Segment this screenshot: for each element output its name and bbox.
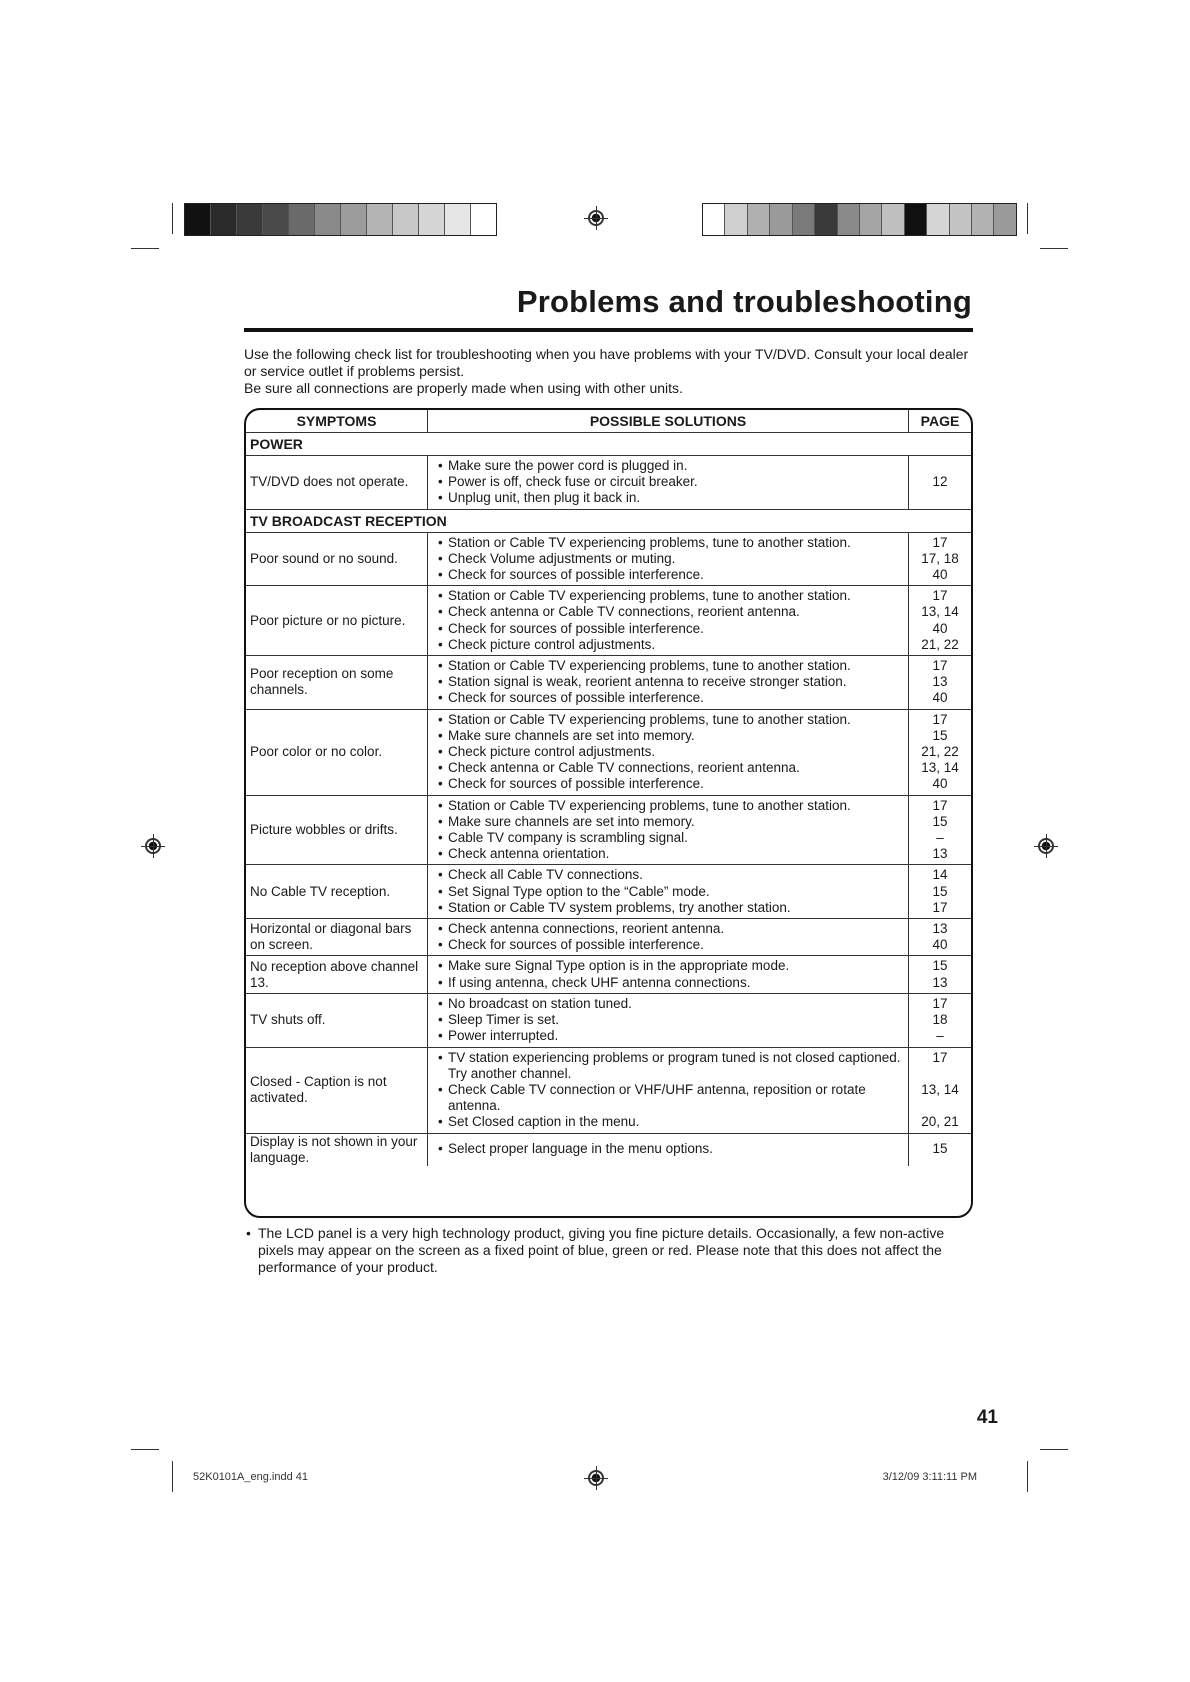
page-ref: 17 [932, 711, 948, 727]
table-row [246, 456, 971, 510]
intro-text [244, 346, 972, 397]
symptom-cell: Display is not shown in your language. [246, 1133, 428, 1166]
color-swatch [263, 204, 289, 235]
solutions-cell [428, 456, 909, 510]
symptom-cell: No reception above channel 13. [246, 956, 428, 993]
solution-item: • Station or Cable TV experiencing problems, tune to another station. [434, 658, 902, 674]
solutions-cell [428, 532, 909, 586]
crop-mark-top-right-v [1027, 203, 1028, 234]
crop-mark-bottom-left-v [172, 1461, 173, 1492]
page-cell [909, 956, 972, 993]
solution-item: • Check picture control adjustments. [434, 637, 902, 653]
page-ref: 17, 18 [921, 550, 959, 566]
section-heading: POWER [246, 433, 971, 456]
solution-item: • Station or Cable TV experiencing problems, tune to another station. [434, 535, 902, 551]
color-swatch [185, 204, 211, 235]
solution-item: • Set Closed caption in the menu. [434, 1114, 902, 1130]
solutions-cell [428, 956, 909, 993]
page-ref: 21, 22 [921, 636, 959, 652]
section-heading: TV BROADCAST RECEPTION [246, 509, 971, 532]
page-ref: 14 [932, 867, 948, 883]
solution-item: • Check antenna or Cable TV connections, reorient antenna. [434, 760, 902, 776]
color-swatch [419, 204, 445, 235]
solution-item: • Check for sources of possible interference. [434, 690, 902, 706]
solution-item: • Station signal is weak, reorient antenna to receive stronger station. [434, 674, 902, 690]
color-swatch [748, 204, 770, 235]
color-bar-left [184, 203, 497, 236]
page-ref: 12 [932, 474, 948, 490]
table-row [246, 919, 971, 956]
color-swatch [471, 204, 496, 235]
solution-item: • Check antenna orientation. [434, 846, 902, 862]
troubleshooting-table [244, 408, 973, 1218]
page-ref [909, 490, 971, 506]
page-ref: 13, 14 [921, 1081, 959, 1097]
table-row [246, 865, 971, 919]
color-swatch [994, 204, 1015, 235]
color-swatch [905, 204, 927, 235]
page-ref: 40 [932, 937, 948, 953]
solution-item: • If using antenna, check UHF antenna connections. [434, 975, 902, 991]
table-row [246, 586, 971, 656]
color-swatch [393, 204, 419, 235]
page-cell [909, 1047, 972, 1133]
page-cell [909, 656, 972, 710]
page-ref: 20, 21 [921, 1114, 959, 1130]
slug-filename: 52K0101A_eng.indd 41 [193, 1471, 308, 1483]
color-bar-right [702, 203, 1017, 236]
page-ref: – [936, 1028, 944, 1044]
page-ref: 13 [932, 974, 948, 990]
header-page: PAGE [909, 410, 972, 433]
slug-timestamp: 3/12/09 3:11:11 PM [882, 1471, 977, 1483]
solution-item: • Check for sources of possible interference. [434, 621, 902, 637]
symptom-cell: Horizontal or diagonal bars on screen. [246, 919, 428, 956]
intro-paragraph: Be sure all connections are properly made when using with other units. [244, 380, 683, 396]
page-ref: 40 [932, 690, 948, 706]
crop-mark-top-right-h [1040, 248, 1068, 249]
solution-item: • Power is off, check fuse or circuit breaker. [434, 474, 902, 490]
solution-item: • Select proper language in the menu options. [434, 1141, 902, 1157]
page-ref [909, 1066, 971, 1082]
registration-mark-top [588, 210, 604, 226]
symptom-cell: TV/DVD does not operate. [246, 456, 428, 510]
solution-item: • Check antenna or Cable TV connections, reorient antenna. [434, 604, 902, 620]
page-ref: 13 [932, 846, 948, 862]
page-cell [909, 456, 972, 510]
page-ref: 13 [932, 674, 948, 690]
page-ref [909, 1098, 971, 1114]
page-cell [909, 586, 972, 656]
header-symptoms: SYMPTOMS [246, 410, 428, 433]
table-row [246, 1133, 971, 1166]
solution-item: • Power interrupted. [434, 1028, 902, 1044]
registration-mark-bottom [588, 1470, 604, 1486]
page-cell [909, 919, 972, 956]
solutions-cell [428, 709, 909, 795]
solutions-cell [428, 795, 909, 865]
page-ref: – [936, 830, 944, 846]
color-swatch [882, 204, 904, 235]
solution-item: • Check for sources of possible interference. [434, 776, 902, 792]
color-swatch [211, 204, 237, 235]
page-cell [909, 993, 972, 1047]
solutions-cell [428, 1133, 909, 1166]
color-swatch [341, 204, 367, 235]
color-swatch [793, 204, 815, 235]
color-swatch [289, 204, 315, 235]
solution-item: • Check Cable TV connection or VHF/UHF antenna, reposition or rotate antenna. [434, 1082, 902, 1114]
page-ref: 40 [932, 620, 948, 636]
crop-mark-bottom-left-h [131, 1449, 159, 1450]
symptom-cell: Poor sound or no sound. [246, 532, 428, 586]
page-ref: 15 [932, 1141, 948, 1157]
symptom-cell: Poor color or no color. [246, 709, 428, 795]
registration-mark-left [145, 838, 161, 854]
crop-mark-top-left-v [172, 203, 173, 234]
page-ref: 17 [932, 1049, 948, 1065]
solution-item: • Sleep Timer is set. [434, 1012, 902, 1028]
solution-item: • Make sure Signal Type option is in the appropriate mode. [434, 958, 902, 974]
color-swatch [815, 204, 837, 235]
solution-item: • Make sure the power cord is plugged in. [434, 458, 902, 474]
page-ref: 17 [932, 588, 948, 604]
solution-item: • Station or Cable TV experiencing problems, tune to another station. [434, 798, 902, 814]
symptom-cell: TV shuts off. [246, 993, 428, 1047]
solutions-cell [428, 586, 909, 656]
symptom-cell: No Cable TV reception. [246, 865, 428, 919]
page-ref: 17 [932, 658, 948, 674]
solution-item: • TV station experiencing problems or program tuned is not closed captioned. Try another channel. [434, 1050, 902, 1082]
table-row [246, 795, 971, 865]
page-ref: 17 [932, 797, 948, 813]
page-ref: 40 [932, 567, 948, 583]
solution-item: • Check picture control adjustments. [434, 744, 902, 760]
table-row [246, 993, 971, 1047]
table-row [246, 656, 971, 710]
solutions-cell [428, 656, 909, 710]
solutions-cell [428, 1047, 909, 1133]
solution-item: • Station or Cable TV system problems, try another station. [434, 900, 902, 916]
page-ref: 17 [932, 995, 948, 1011]
page-ref: 21, 22 [921, 744, 959, 760]
solution-item: • Cable TV company is scrambling signal. [434, 830, 902, 846]
section-row [246, 433, 971, 456]
page-ref: 17 [932, 534, 948, 550]
solution-item: • Set Signal Type option to the “Cable” mode. [434, 884, 902, 900]
color-swatch [927, 204, 949, 235]
solution-item: • Check for sources of possible interference. [434, 937, 902, 953]
crop-mark-bottom-right-h [1040, 1449, 1068, 1450]
solution-item: • Check all Cable TV connections. [434, 867, 902, 883]
solutions-cell [428, 865, 909, 919]
table-row [246, 956, 971, 993]
table-header-row [246, 410, 971, 433]
header-solutions: POSSIBLE SOLUTIONS [428, 410, 909, 433]
solution-item: • No broadcast on station tuned. [434, 996, 902, 1012]
color-swatch [445, 204, 471, 235]
color-swatch [950, 204, 972, 235]
page-ref: 13 [932, 921, 948, 937]
color-swatch [860, 204, 882, 235]
solutions-cell [428, 993, 909, 1047]
solution-item: • Make sure channels are set into memory. [434, 814, 902, 830]
page-cell [909, 795, 972, 865]
page-ref [909, 458, 971, 474]
table-row [246, 1047, 971, 1133]
table-row [246, 709, 971, 795]
page-ref: 40 [932, 776, 948, 792]
crop-mark-top-left-h [131, 248, 159, 249]
solution-item: • Check Volume adjustments or muting. [434, 551, 902, 567]
color-swatch [770, 204, 792, 235]
symptom-cell: Picture wobbles or drifts. [246, 795, 428, 865]
crop-mark-bottom-right-v [1027, 1461, 1028, 1492]
solutions-cell [428, 919, 909, 956]
page-cell [909, 1133, 972, 1166]
solution-item: • Unplug unit, then plug it back in. [434, 490, 902, 506]
symptom-cell: Poor picture or no picture. [246, 586, 428, 656]
solution-item: • Check for sources of possible interference. [434, 567, 902, 583]
registration-mark-right [1038, 838, 1054, 854]
color-swatch [237, 204, 263, 235]
page-ref: 17 [932, 899, 948, 915]
intro-paragraph: Use the following check list for troubleshooting when you have problems with your TV/DVD. Consult your local dealer or service outlet if problems persist. [244, 346, 969, 379]
color-swatch [725, 204, 747, 235]
lcd-footnote: • The LCD panel is a very high technology product, giving you fine picture details. Occasionally, a few non-active pixels may appear on the screen as a fixed point of blue, green or red. Please note that this does not affect the performance of your product. [244, 1225, 972, 1276]
page-ref: 15 [932, 813, 948, 829]
solution-item: • Check antenna connections, reorient antenna. [434, 921, 902, 937]
page-ref: 15 [932, 883, 948, 899]
page-cell [909, 532, 972, 586]
color-swatch [838, 204, 860, 235]
title-rule [244, 328, 973, 332]
color-swatch [972, 204, 994, 235]
symptom-cell: Closed - Caption is not activated. [246, 1047, 428, 1133]
color-swatch [315, 204, 341, 235]
section-row [246, 509, 971, 532]
page-ref: 13, 14 [921, 760, 959, 776]
page-ref: 13, 14 [921, 604, 959, 620]
page-title: Problems and troubleshooting [516, 284, 972, 319]
table-row [246, 532, 971, 586]
page-number: 41 [976, 1407, 998, 1428]
solution-item: • Station or Cable TV experiencing problems, tune to another station. [434, 712, 902, 728]
color-swatch [703, 204, 725, 235]
page-cell [909, 709, 972, 795]
page-ref: 15 [932, 727, 948, 743]
color-swatch [367, 204, 393, 235]
solution-item: • Make sure channels are set into memory. [434, 728, 902, 744]
page-cell [909, 865, 972, 919]
page-ref: 15 [932, 958, 948, 974]
symptom-cell: Poor reception on some channels. [246, 656, 428, 710]
page-ref: 18 [932, 1012, 948, 1028]
solution-item: • Station or Cable TV experiencing problems, tune to another station. [434, 588, 902, 604]
